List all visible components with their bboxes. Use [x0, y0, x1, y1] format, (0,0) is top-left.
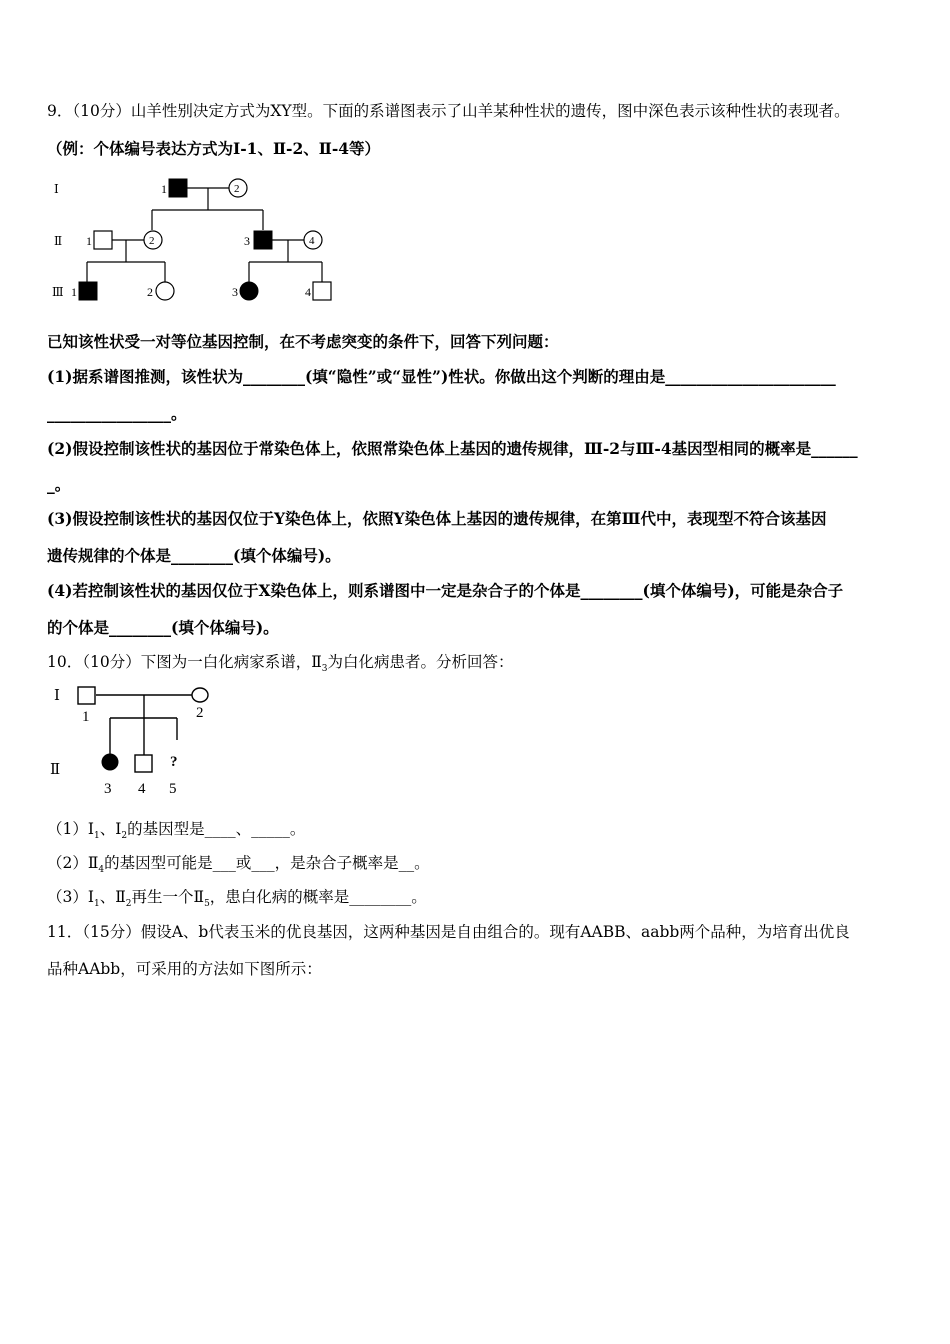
q11-stem-line2: 品种AAbb，可采用的方法如下图所示： — [47, 960, 322, 978]
q9-part4-line1: (4)若控制该性状的基因仅位于X染色体上，则系谱图中一定是杂合子的个体是________(填个体编号)，可能是杂合子 — [47, 581, 844, 600]
q10-sub1 — [47, 819, 305, 846]
q9-part2-line2: _。 — [47, 475, 71, 494]
q9-individual-III-4 — [313, 282, 331, 300]
q10-sub1-text: 的基因型是____、_____。 — [127, 820, 306, 838]
q10-sub2-sub: 4 — [98, 865, 105, 876]
q9-part4-line2: 的个体是________(填个体编号)。 — [47, 618, 279, 637]
q9-num-label: 3 — [244, 234, 250, 248]
q9-stem-line1: 9．（10分）山羊性别决定方式为XY型。下面的系谱图表示了山羊某种性状的遗传，图中深色表示该种性状的表现者。 — [47, 102, 850, 120]
q11-stem-line1: 11．（15分）假设A、b代表玉米的优良基因，这两种基因是自由组合的。现有AABB、aabb两个品种，为培育出优良 — [47, 923, 850, 941]
q10-sub3 — [47, 887, 427, 914]
q9-num-label: 3 — [232, 285, 238, 299]
q10-sub2 — [47, 853, 430, 880]
q9-gen-label: Ⅲ — [52, 285, 64, 299]
q10-sub2-text: （2）Ⅱ — [47, 854, 99, 872]
q10-sub3-text: 、Ⅱ — [99, 888, 126, 906]
q10-num-label: 5 — [169, 781, 177, 797]
q9-part1-line1: (1)据系谱图推测，该性状为________(填“隐性”或“显性”)性状。你做出这个判断的理由是______________________ — [47, 367, 836, 386]
q9-num-label: 4 — [305, 285, 311, 299]
q9-num-label: 4 — [309, 235, 315, 247]
q10-sub1-sub: 2 — [121, 831, 128, 842]
q9-stem-line2: （例：个体编号表达方式为Ⅰ-1、Ⅱ-2、Ⅱ-4等） — [47, 139, 381, 158]
q9-part1-line2: ________________。 — [47, 404, 187, 423]
q10-individual-I-2 — [192, 688, 208, 702]
q10-sub1-text: （1）Ⅰ — [47, 820, 94, 838]
q10-stem-sub: 3 — [321, 664, 328, 675]
q9-gen-label: Ⅱ — [54, 234, 63, 248]
q10-gen-label: Ⅰ — [54, 688, 60, 704]
q10-pedigree — [40, 682, 230, 802]
q9-part3-line2: 遗传规律的个体是________(填个体编号)。 — [47, 546, 341, 565]
q10-unknown-mark: ? — [170, 754, 178, 770]
q10-stem-prefix: 10．（10分）下图为一白化病家系谱，Ⅱ — [47, 653, 322, 671]
q9-num-label: 1 — [161, 182, 167, 196]
q9-intro: 已知该性状受一对等位基因控制，在不考虑突变的条件下，回答下列问题： — [47, 332, 559, 351]
q9-pedigree — [40, 170, 340, 310]
q10-sub3-sub: 1 — [94, 899, 100, 910]
q9-gen-label: Ⅰ — [54, 182, 59, 196]
q10-sub3-text: 再生一个Ⅱ — [131, 888, 205, 906]
q9-part3-line1: (3)假设控制该性状的基因仅位于Y染色体上，依照Y染色体上基因的遗传规律，在第Ⅲ代中，表现型不符合该基因 — [47, 509, 827, 528]
q10-stem — [47, 652, 513, 679]
q9-num-label: 2 — [149, 235, 155, 247]
q10-sub3-sub: 2 — [125, 899, 132, 910]
q9-num-label: 1 — [71, 285, 77, 299]
q10-sub1-sub: 1 — [94, 831, 100, 842]
q10-sub3-text: （3）Ⅰ — [47, 888, 94, 906]
q10-individual-I-1 — [78, 687, 95, 704]
q10-sub3-text: ，患白化病的概率是________。 — [209, 888, 427, 906]
q9-individual-III-1 — [79, 282, 97, 300]
q10-individual-II-3 — [102, 754, 118, 770]
q9-num-label: 1 — [86, 234, 92, 248]
q9-num-label: 2 — [147, 285, 153, 299]
q9-part2-line1: (2)假设控制该性状的基因位于常染色体上，依照常染色体上基因的遗传规律，Ⅲ-2与Ⅲ-4基因型相同的概率是______ — [47, 439, 858, 458]
q9-individual-II-3 — [254, 231, 272, 249]
q10-num-label: 4 — [138, 781, 146, 797]
q9-individual-III-3 — [240, 282, 258, 300]
q9-individual-I-1 — [169, 179, 187, 197]
q10-individual-II-4 — [135, 755, 152, 772]
q10-stem-suffix: 为白化病患者。分析回答： — [327, 653, 514, 671]
q9-individual-II-1 — [94, 231, 112, 249]
q10-gen-label: Ⅱ — [50, 762, 61, 778]
q9-num-label: 2 — [234, 183, 240, 195]
q10-num-label: 3 — [104, 781, 112, 797]
q10-num-label: 2 — [196, 705, 204, 721]
q10-sub2-text: 的基因型可能是___或___，是杂合子概率是__。 — [104, 854, 430, 872]
q9-individual-III-2 — [156, 282, 174, 300]
q10-sub3-sub: 5 — [204, 899, 210, 910]
q10-num-label: 1 — [82, 709, 90, 725]
q10-sub1-text: 、Ⅰ — [99, 820, 122, 838]
